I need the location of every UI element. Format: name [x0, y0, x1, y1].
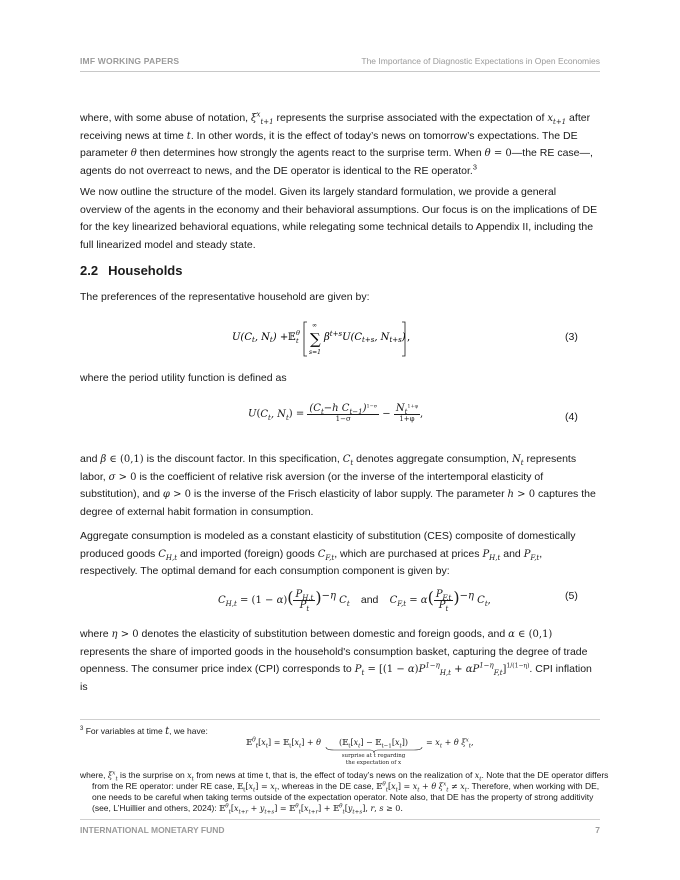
- equation-5-number: (5): [565, 590, 578, 602]
- equation-3-number: (3): [565, 331, 578, 343]
- equation-4: $U(C_t$, $N_t$) = $\frac{(C_t-h C_{t-1})^{1-\sigma}}{1-\sigma}$ − $\frac{N_t^{1+\varphi}}{1+\varphi}$ ,: [248, 403, 424, 423]
- paragraph-utility-def: where the period utility function is defined as: [80, 372, 287, 384]
- paragraph-preferences: The preferences of the representative household are given by:: [80, 291, 370, 303]
- page-footer: [80, 825, 600, 835]
- page-number: 7: [595, 825, 600, 835]
- equation-5: $C_{H,t} = (1 - \alpha)$( $\frac{P_{H,t}}{P_t}$ )$^{-\eta}$ $C_t$ and $C_{F,t} = \alpha$( $\frac{P_{F,t}}{P_t}$ )$^{-\eta}$ $C_t$,: [218, 588, 491, 613]
- svg-text:θ: θ: [296, 329, 300, 337]
- svg-text:,: ,: [407, 332, 411, 343]
- svg-text:βt+sU(Ct+s, Nt+s): $\beta^{t+s}U(C_{t+s}$, $N_{t+s}$): [324, 330, 406, 344]
- section-title: Households: [108, 263, 183, 278]
- section-number: 2.2: [80, 263, 99, 278]
- paragraph-cpi: where η > 0 denotes the elasticity of substitution between domestic and foreign goods, and α ∈ (0,1) represents the share of imported goods in the household's consumption basket, capturing the degree of trade openness. The consumer price index (CPI) corresponds to $P_t = [(1 - \alpha)P^{1-\eta}_{H,t} + \alpha P^{1-\eta}_{F,t}]^{1/(1-\eta)}$. CPI inflation is: [80, 628, 592, 693]
- paper-title: The Importance of Diagnostic Expectations in Open Economies: [361, 56, 600, 66]
- equation-3-body: [232, 318, 412, 358]
- header-rule: [80, 71, 600, 72]
- svg-text:∞: ∞: [312, 322, 317, 329]
- footer-org: INTERNATIONAL MONETARY FUND: [80, 825, 225, 835]
- footnote-explanation: where, $\xi^x_t$ is the surprise on $x_t$ from news at time t, that is, the effect of today’s news on the realization of $x_t$. Note that the DE operator differs from the RE operator: under RE case, $𝔼_t[x_t] = x_t$, whereas in the DE case, $𝔼^\theta_t[x_t] = x_t + \theta$ $\xi^x_t \ne x_t$. Therefore, when working with DE, one needs to be careful when taking terms outside of the expectation operator. Note also, that DE has the property of strong additivity (see, L’Huillier and others, 2024): $𝔼^\theta_t[x_{t+r} + y_{t+s}]$ = $𝔼^\theta_t[x_{t+r}]$ + $𝔼^\theta_t[y_{t+s}]$, r, s ≥ 0.: [80, 770, 609, 816]
- paragraph-surprise-notation: where, with some abuse of notation, $\xi^x_{t+1}$ represents the surprise associated with the expectation of $x_{t+1}$ after receiving news at time t. In other words, it is the effect of today’s news on tomorrow’s expectations. The DE parameter θ then determines how strongly the agents react to the surprise term. When θ = 0—the RE case—, agents do not overreact to news, and the DE operator is identical to the RE operator.$^3$: [80, 110, 593, 177]
- footnote-mark: 3: [80, 726, 84, 733]
- equation-3: [232, 318, 412, 361]
- journal-name: IMF WORKING PAPERS: [80, 56, 180, 66]
- footer-rule: [80, 819, 600, 820]
- equation-4-number: (4): [565, 411, 578, 423]
- svg-text:t: t: [296, 337, 299, 345]
- svg-text:∑: ∑: [310, 330, 321, 348]
- svg-text:U(Ct, Nt) +: $U(C_t$, $N_t$) +: [232, 332, 289, 344]
- paragraph-parameters: and β ∈ (0,1) is the discount factor. In this specification, $C_t$ denotes aggregate consumption, $N_t$ represents labor, σ > 0 is the coefficient of relative risk aversion (or the inverse of the intertemporal elasticity of substitution), and φ > 0 is the inverse of the Frisch elasticity of labor supply. The parameter h > 0 captures the degree of external habit formation in consumption.: [80, 453, 596, 518]
- footnote-equation: $𝔼^\theta_t[x_t]$ = $𝔼_t[x_t] + \theta$ ($𝔼_t[x_t]$ − $𝔼_{t-1}[x_t]$) surprise at t regarding the expectation of x = $x_t + \theta$ $\xi^x_t$,: [246, 736, 474, 766]
- svg-text:𝔼: 𝔼: [288, 332, 296, 343]
- svg-text:s=1: s=1: [309, 349, 321, 356]
- section-heading: [80, 263, 182, 278]
- footnote-ref[interactable]: 3: [472, 162, 477, 171]
- paragraph-model-outline: We now outline the structure of the model. Given its largely standard formulation, we provide a general overview of the agents in the economy and their behavioral assumptions. Our focus is on the implications of DE for the key linearized behavioral equations, while relegating some technical details to Appendix II, including the full linearized model and steady state.: [80, 186, 598, 251]
- paragraph-ces-composite: Aggregate consumption is modeled as a constant elasticity of substitution (CES) composite of domestically produced goods $C_{H,t}$ and imported (foreign) goods $C_{F,t}$, which are purchased at prices $P_{H,t}$ and $P_{F,t}$, respectively. The optimal demand for each consumption component is given by:: [80, 530, 576, 577]
- footnote-3: $^3$ For variables at time t, we have:: [80, 726, 208, 737]
- footnote-rule: [80, 719, 600, 720]
